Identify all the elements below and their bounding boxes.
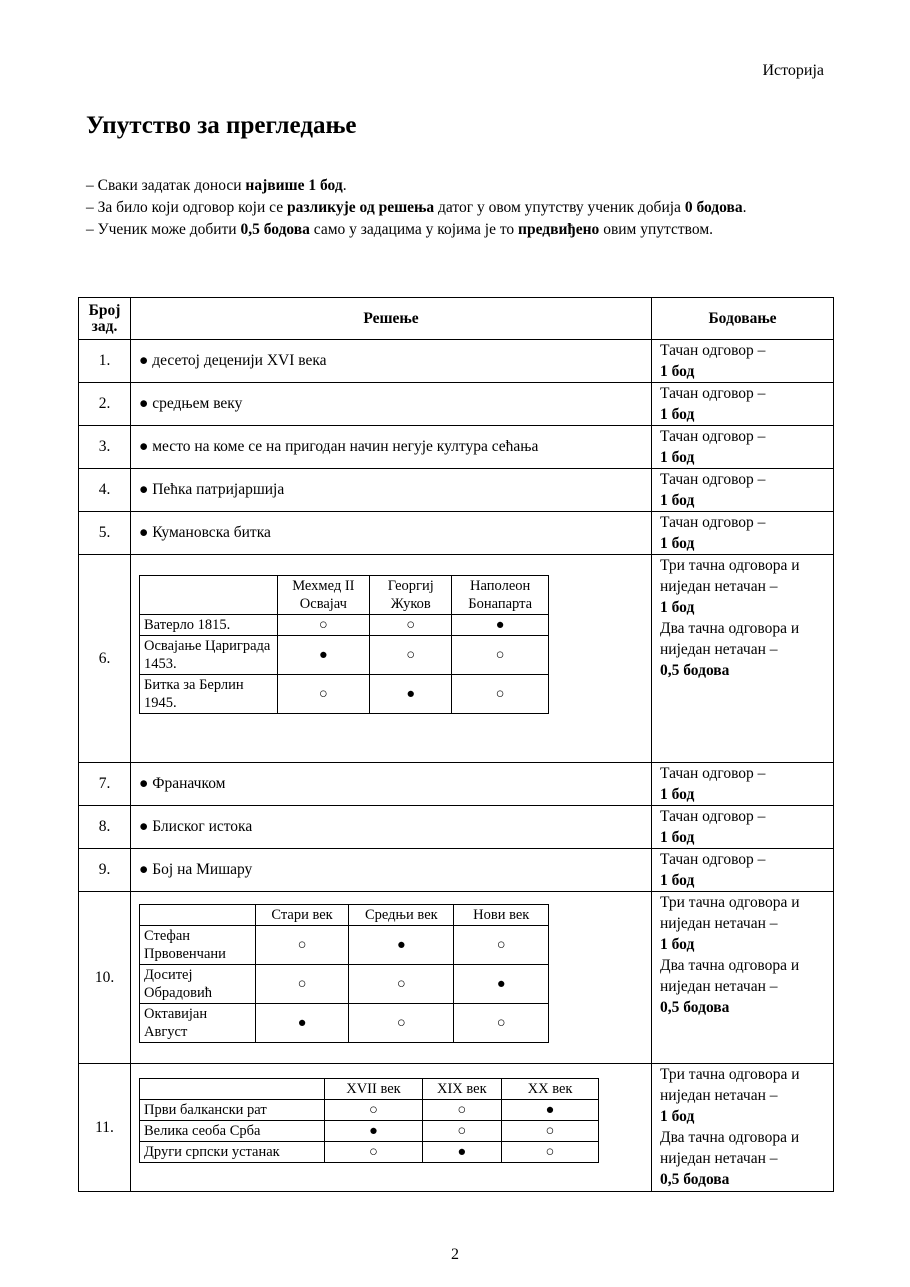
selected-mark-icon: ● (349, 926, 454, 965)
instruction-line-1: – Сваки задатак доноси највише 1 бод. (86, 177, 347, 194)
table-row (79, 806, 834, 849)
scoring-line1: Тачан одговор – (660, 514, 766, 531)
scoring-cell (652, 426, 834, 469)
task-answer: ● Франачком (131, 763, 652, 806)
task-answer: ● десетој деценији XVI века (131, 340, 652, 383)
matrix-table (139, 1078, 599, 1163)
unselected-mark-icon: ○ (502, 1142, 599, 1163)
matrix-row (140, 926, 549, 965)
scoring-cell (652, 340, 834, 383)
scoring-line1: Тачан одговор – (660, 471, 766, 488)
task-answer: ● место на коме се на пригодан начин негује култура сећања (131, 426, 652, 469)
scoring-cell (652, 1064, 834, 1192)
matrix-row (140, 1100, 599, 1121)
task-answer: ● Кумановска битка (131, 512, 652, 555)
unselected-mark-icon: ○ (349, 1004, 454, 1043)
unselected-mark-icon: ○ (370, 636, 452, 675)
matrix-corner (140, 576, 278, 615)
scoring-line2: 1 бод (660, 872, 695, 889)
scoring-cell (652, 512, 834, 555)
page-title: Упутство за прегледање (86, 112, 357, 139)
selected-mark-icon: ● (255, 1004, 348, 1043)
unselected-mark-icon: ○ (454, 1004, 549, 1043)
matrix-column-header: Средњи век (349, 905, 454, 926)
header-solution: Решење (131, 298, 652, 340)
matrix-row (140, 1142, 599, 1163)
unselected-mark-icon: ○ (349, 965, 454, 1004)
unselected-mark-icon: ○ (452, 636, 549, 675)
scoring-line2: 1 бод (660, 492, 695, 509)
scoring-line2: 1 бод (660, 786, 695, 803)
task-answer: ● Блиског истока (131, 806, 652, 849)
task-number: 3. (79, 426, 131, 469)
matrix-row-label: Први балкански рат (140, 1100, 325, 1121)
matrix-row (140, 675, 549, 714)
matrix-row-label: Велика сеоба Срба (140, 1121, 325, 1142)
matrix-row-label: Стефан Првовенчани (140, 926, 256, 965)
matrix-row-label: Октавијан Август (140, 1004, 256, 1043)
header-scoring: Бодовање (652, 298, 834, 340)
table-row (79, 763, 834, 806)
unselected-mark-icon: ○ (255, 965, 348, 1004)
matrix-header-row (140, 905, 549, 926)
scoring-line2: 1 бод (660, 936, 695, 953)
scoring-line1: Тачан одговор – (660, 428, 766, 445)
scoring-line3: Два тачна одговора и ниједан нетачан – (660, 620, 800, 658)
task-number: 2. (79, 383, 131, 426)
instruction-line-3: – Ученик може добити 0,5 бодова само у задацима у којима је то предвиђено овим упутством. (86, 221, 713, 238)
matrix-column-header: Наполеон Бонапарта (452, 576, 549, 615)
unselected-mark-icon: ○ (370, 615, 452, 636)
matrix-table (139, 575, 549, 714)
unselected-mark-icon: ○ (325, 1100, 422, 1121)
task-number: 1. (79, 340, 131, 383)
task-number: 9. (79, 849, 131, 892)
matrix-column-header: Стари век (255, 905, 348, 926)
scoring-line2: 1 бод (660, 829, 695, 846)
task-number: 6. (79, 555, 131, 763)
matrix-corner (140, 1079, 325, 1100)
matrix-column-header: XX век (502, 1079, 599, 1100)
scoring-cell (652, 849, 834, 892)
table-row (79, 383, 834, 426)
scoring-line1: Тачан одговор – (660, 342, 766, 359)
matrix-corner (140, 905, 256, 926)
task-answer: ● Бој на Мишару (131, 849, 652, 892)
selected-mark-icon: ● (277, 636, 370, 675)
matrix-column-header: XIX век (422, 1079, 502, 1100)
instruction-line-2: – За било који одговор који се разликује од решења датог у овом упутству ученик добија 0 бодова. (86, 199, 747, 216)
scoring-line1: Три тачна одговора и ниједан нетачан – (660, 894, 800, 932)
matrix-row (140, 615, 549, 636)
scoring-line4: 0,5 бодова (660, 1171, 730, 1188)
unselected-mark-icon: ○ (502, 1121, 599, 1142)
scoring-cell (652, 892, 834, 1064)
table-row (79, 426, 834, 469)
scoring-line2: 1 бод (660, 363, 695, 380)
matrix-row (140, 965, 549, 1004)
task-answer-matrix (131, 555, 652, 763)
matrix-header-row (140, 1079, 599, 1100)
matrix-header-row (140, 576, 549, 615)
unselected-mark-icon: ○ (277, 615, 370, 636)
matrix-row (140, 1121, 599, 1142)
scoring-line2: 1 бод (660, 406, 695, 423)
table-row (79, 512, 834, 555)
task-number: 5. (79, 512, 131, 555)
scoring-cell (652, 383, 834, 426)
scoring-line1: Тачан одговор – (660, 808, 766, 825)
task-answer: ● средњем веку (131, 383, 652, 426)
scoring-line1: Три тачна одговора и ниједан нетачан – (660, 1066, 800, 1104)
page-number: 2 (451, 1246, 459, 1263)
task-number: 8. (79, 806, 131, 849)
scoring-line2: 1 бод (660, 449, 695, 466)
scoring-line1: Три тачна одговора и ниједан нетачан – (660, 557, 800, 595)
selected-mark-icon: ● (452, 615, 549, 636)
matrix-row (140, 1004, 549, 1043)
matrix-row-label: Ватерло 1815. (140, 615, 278, 636)
scoring-line1: Тачан одговор – (660, 765, 766, 782)
task-answer-matrix (131, 1064, 652, 1192)
scoring-line4: 0,5 бодова (660, 662, 730, 679)
scoring-line2: 1 бод (660, 535, 695, 552)
table-row (79, 849, 834, 892)
table-row (79, 469, 834, 512)
selected-mark-icon: ● (502, 1100, 599, 1121)
unselected-mark-icon: ○ (325, 1142, 422, 1163)
task-number: 7. (79, 763, 131, 806)
table-row-task6 (79, 555, 834, 763)
scoring-line1: Тачан одговор – (660, 385, 766, 402)
scoring-line3: Два тачна одговора и ниједан нетачан – (660, 1129, 800, 1167)
task-number: 10. (79, 892, 131, 1064)
scoring-line3: Два тачна одговора и ниједан нетачан – (660, 957, 800, 995)
matrix-row-label: Доситеј Обрадовић (140, 965, 256, 1004)
matrix-row (140, 636, 549, 675)
header-task-number: Број зад. (79, 298, 131, 340)
unselected-mark-icon: ○ (255, 926, 348, 965)
table-row-task10 (79, 892, 834, 1064)
table-header-row (79, 298, 834, 340)
task-number: 4. (79, 469, 131, 512)
scoring-line2: 1 бод (660, 1108, 695, 1125)
task-answer: ● Пећка патријаршија (131, 469, 652, 512)
unselected-mark-icon: ○ (422, 1100, 502, 1121)
matrix-column-header: Нови век (454, 905, 549, 926)
scoring-line1: Тачан одговор – (660, 851, 766, 868)
answer-key-table (78, 297, 834, 1192)
task-number: 11. (79, 1064, 131, 1192)
table-row-task11 (79, 1064, 834, 1192)
subject-header: Историја (762, 62, 824, 79)
scoring-cell (652, 763, 834, 806)
matrix-column-header: Георгиј Жуков (370, 576, 452, 615)
selected-mark-icon: ● (454, 965, 549, 1004)
table-row (79, 340, 834, 383)
selected-mark-icon: ● (370, 675, 452, 714)
matrix-row-label: Освајање Цариграда 1453. (140, 636, 278, 675)
unselected-mark-icon: ○ (422, 1121, 502, 1142)
matrix-table (139, 904, 549, 1043)
instructions (86, 175, 786, 241)
scoring-cell (652, 555, 834, 763)
selected-mark-icon: ● (422, 1142, 502, 1163)
matrix-row-label: Други српски устанак (140, 1142, 325, 1163)
matrix-column-header: Мехмед II Освајач (277, 576, 370, 615)
scoring-cell (652, 469, 834, 512)
scoring-line2: 1 бод (660, 599, 695, 616)
unselected-mark-icon: ○ (454, 926, 549, 965)
unselected-mark-icon: ○ (452, 675, 549, 714)
scoring-line4: 0,5 бодова (660, 999, 730, 1016)
matrix-column-header: XVII век (325, 1079, 422, 1100)
scoring-cell (652, 806, 834, 849)
selected-mark-icon: ● (325, 1121, 422, 1142)
unselected-mark-icon: ○ (277, 675, 370, 714)
matrix-row-label: Битка за Берлин 1945. (140, 675, 278, 714)
task-answer-matrix (131, 892, 652, 1064)
